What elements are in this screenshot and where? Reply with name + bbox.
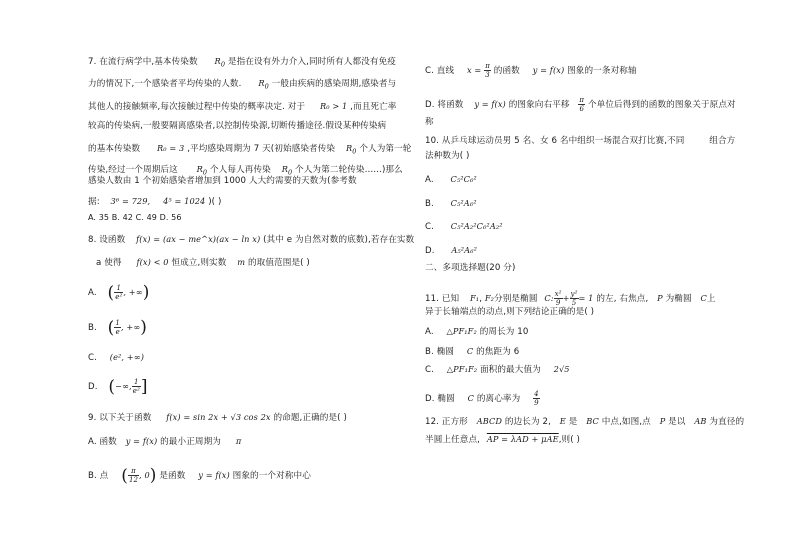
section-heading: 二、多项选择题(20 分) (425, 263, 516, 273)
option-label: D. (88, 382, 98, 392)
q7-line4: 较高的传染病,一般要隔离感染者,以控制传染源,切断传播途径.假设某种传染病 (88, 121, 387, 131)
q9-text: 9. 以下关于函数 (88, 413, 152, 423)
q9-text: B. 点 (88, 471, 109, 481)
q11-text: 的焦距为 6 (476, 347, 520, 357)
q9-text: 的图象向右平移 (508, 100, 570, 110)
q12-text: 是 (568, 417, 578, 427)
q9-line1 (88, 412, 347, 424)
q9-text: 个单位后得到的函数的图象关于原点对 (587, 100, 736, 110)
q7-text: 是指在设有外力介入,同时所有人都没有免疫 (227, 57, 396, 67)
q9-text: 是函数 (159, 471, 186, 481)
q8-line1 (88, 234, 414, 246)
combination-formula: C₅²C₆² (450, 174, 477, 184)
q9-option-d-cont: 称 (425, 117, 434, 127)
r0-symbol: $R_0$ (345, 143, 357, 156)
q11-text: 面积的最大值为 (479, 365, 541, 375)
function-formula: y = f(x) (474, 99, 506, 109)
condition-formula: R₀ = 3 (157, 143, 185, 153)
q7-text: ,平均感染周期为 7 天(初始感染者传染 (187, 144, 336, 154)
q10-text: 10. 从乒乓球运动员男 5 名、女 6 名中组织一场混合双打比赛,不同 (425, 136, 685, 146)
q7-line7: 感染人数由 1 个初始感染者增加到 1000 人大约需要的天数为(参考数 (88, 176, 357, 186)
fraction: $\frac{\text{x²}}{9}$ (554, 290, 562, 307)
variable-m: m (237, 257, 246, 267)
q7-text: 7. 在流行病学中,基本传染数 (88, 57, 198, 67)
q11-text: 的左, 右焦点, (596, 294, 649, 304)
q8-option-c (88, 352, 144, 364)
focus-symbol: F₁ (470, 293, 480, 303)
q11-option-b (425, 346, 519, 358)
q12-text: 12. 正方形 (425, 417, 468, 427)
q12-text: 为直径的 (709, 417, 745, 427)
q9-text: 的最小正周期为 (160, 437, 221, 447)
q11-text: 11. 已知 (425, 294, 460, 304)
q7-text: 个人为第一轮 (359, 144, 412, 154)
option-label: D. 椭圆 (425, 394, 455, 404)
point-p: P (657, 293, 663, 303)
ellipse-c: C (466, 346, 474, 356)
q11-option-a (425, 326, 528, 338)
option-label: C. (88, 353, 97, 363)
option-label: A. (425, 175, 434, 185)
function-formula: f(x) = (ax − me^x)(ax − ln x) (136, 234, 261, 244)
option-label: D. (425, 246, 435, 256)
q8-text: (其中 e 为自然对数的底数),若存在实数 (263, 235, 415, 245)
segment-bc: BC (586, 416, 599, 426)
function-formula: y = f(x) (125, 436, 158, 446)
interval-head: −∞, (115, 381, 132, 391)
q9-option-b: B. 点 ( $\frac{\pi}{12}$ , 0) 是函数 y = f(x) 图象的一个对称中心 (88, 465, 311, 486)
q10-option-c (425, 221, 503, 233)
q7-text: 据: (88, 197, 100, 207)
fraction: $\frac{\pi}{6}$ (579, 96, 585, 113)
q10-line2: 法种数为( ) (425, 151, 470, 161)
combination-formula: C₅²A₆² (450, 198, 477, 208)
q8-option-b: B. ( $\frac{1}{e}$ , +∞) (88, 317, 147, 338)
reference-formula: 3⁶ = 729, (110, 196, 151, 206)
q11-option-c (425, 364, 570, 376)
fraction: $\frac{1}{\text{e²}}$ (115, 284, 123, 301)
option-label: C. (425, 222, 434, 232)
triangle-formula: △PF₁F₂ (446, 364, 478, 374)
q11-text: 分别是椭圆 (494, 294, 538, 304)
q10-option-d (425, 245, 477, 257)
q9-option-a (88, 436, 241, 448)
q7-text: )( ) (208, 197, 222, 207)
q9-text: 的函数 (493, 66, 520, 76)
q7-line1 (88, 56, 396, 71)
q7-text: ,而且死亡率 (350, 102, 397, 112)
q10-option-a (425, 174, 477, 186)
q7-text: 个人为第二轮传染……)那么 (295, 165, 403, 175)
q12-text: ,则( ) (558, 435, 580, 445)
q9-text: 的命题,正确的是( ) (273, 413, 347, 423)
q12-line2 (425, 434, 580, 446)
fraction: $\frac{\text{y²}}{5}$ (570, 290, 578, 307)
q7-line5 (88, 143, 412, 158)
segment-ab: AB (694, 416, 707, 426)
pi-symbol: π (235, 436, 242, 446)
q7-text: 一般由疾病的感染周期,感染者与 (271, 79, 397, 89)
r0-symbol: $R_0$ (281, 164, 293, 177)
q8-text: a 使得 (96, 258, 122, 268)
condition-formula: f(x) < 0 (136, 257, 169, 267)
option-label: C. (425, 365, 434, 375)
q7-options: A. 35 B. 42 C. 49 D. 56 (88, 213, 182, 222)
q12-text: 是以 (668, 417, 686, 427)
q12-line1 (425, 416, 744, 428)
option-label: A. (88, 288, 97, 298)
q7-line8 (88, 196, 221, 208)
q7-text: 力的情况下,一个感染者平均传染的人数. (88, 79, 242, 89)
q7-line2 (88, 78, 396, 93)
q8-text: 的取值范围是( ) (247, 258, 310, 268)
combination-formula: A₅²A₆² (451, 245, 477, 255)
function-formula: y = f(x) (198, 470, 230, 480)
point-p: P (659, 416, 666, 426)
q11-line1: 11. 已知 F₁, F₂分别是椭圆 C: $\frac{\text{x²}}{9}$ + $\frac{\text{y²}}{5}$ = 1 的左, 右焦点, P 为椭圆 C上 (425, 290, 716, 307)
condition-formula: R₀ > 1 (320, 101, 348, 111)
option-label: B. 椭圆 (425, 347, 455, 357)
q9-text: D. 将函数 (425, 100, 464, 110)
interval-tail: , +∞ (123, 287, 143, 297)
fraction: $\frac{\pi}{12}$ (128, 467, 139, 484)
area-value: 2√5 (553, 364, 570, 374)
q8-option-d: D. (−∞, $\frac{1}{\text{e²}}$ ] (88, 376, 148, 397)
fraction: $\frac{1}{e}$ (115, 319, 120, 336)
q11-line2: 异于长轴端点的动点,则下列结论正确的是( ) (425, 307, 595, 317)
interval: (e², +∞) (109, 352, 144, 362)
q9-option-c (425, 58, 637, 83)
q7-line3 (88, 101, 396, 113)
focus-symbol: F₂ (484, 293, 495, 303)
q10-line1 (425, 136, 735, 147)
q9-text: 图象的一个对称中心 (232, 471, 311, 481)
square-name: ABCD (476, 416, 503, 426)
q9-text: C. 直线 (425, 66, 455, 76)
q9-option-d (425, 92, 736, 117)
q8-option-a: A. ( $\frac{1}{\text{e²}}$ , +∞) (88, 282, 150, 303)
q11-text: 为椭圆 (665, 294, 692, 304)
equals-one: = 1 (578, 293, 594, 303)
option-label: A. (425, 327, 434, 337)
reference-formula: 4⁵ = 1024 (163, 196, 206, 206)
option-label: B. (425, 199, 434, 209)
q11-text: 上 (706, 294, 716, 304)
r0-symbol: $R_0$ (214, 56, 226, 69)
plus-sign: + (562, 293, 570, 303)
fraction: $\frac{\pi}{3}$ (485, 62, 490, 79)
interval-tail: , +∞ (120, 322, 141, 332)
option-label: B. (88, 323, 97, 333)
r0-symbol: $R_0$ (196, 164, 208, 177)
q10-option-b (425, 198, 477, 210)
function-formula: f(x) = sin 2x + √3 cos 2x (166, 412, 271, 422)
point-tail: , 0 (139, 470, 150, 480)
fraction: $\frac{1}{\text{e²}}$ (132, 378, 140, 395)
q8-line2 (96, 257, 310, 269)
q8-text: 8. 设函数 (88, 235, 126, 245)
q11-option-d (425, 386, 540, 411)
fraction: $\frac{4}{9}$ (534, 390, 539, 407)
q12-text: 的边长为 2, (504, 417, 551, 427)
triangle-formula: △PF₁F₂ (446, 326, 477, 336)
ellipse-name: C: (544, 293, 554, 303)
point-e: E (559, 416, 566, 426)
function-formula: y = f(x) (532, 65, 565, 75)
combination-formula: C₅²A₂²C₆²A₂² (450, 221, 503, 231)
vector-formula: AP = λAD + μAE (486, 434, 559, 444)
q8-text: 恒成立,则实数 (171, 258, 227, 268)
variable-x: x = (467, 65, 482, 75)
q12-text: 中点,如图,点 (601, 417, 651, 427)
r0-symbol: $R_0$ (258, 78, 269, 91)
q11-text: 的离心率为 (476, 394, 521, 404)
ellipse-c: C (467, 393, 474, 403)
ellipse-c: C (700, 293, 707, 303)
q7-text: 传染,经过一个周期后这 (88, 165, 178, 175)
q7-text: 其他人的接触频率,每次接触过程中传染的概率决定. 对于 (88, 102, 306, 112)
q9-text: A. 函数 (88, 437, 117, 447)
q10-text: 组合方 (709, 136, 736, 146)
q7-text: 的基本传染数 (88, 144, 141, 154)
q11-text: 的周长为 10 (479, 327, 529, 337)
q7-text: 个人每人再传染 (209, 165, 271, 175)
q12-text: 半圆上任意点, (425, 435, 480, 445)
q9-text: 图象的一条对称轴 (567, 66, 637, 76)
